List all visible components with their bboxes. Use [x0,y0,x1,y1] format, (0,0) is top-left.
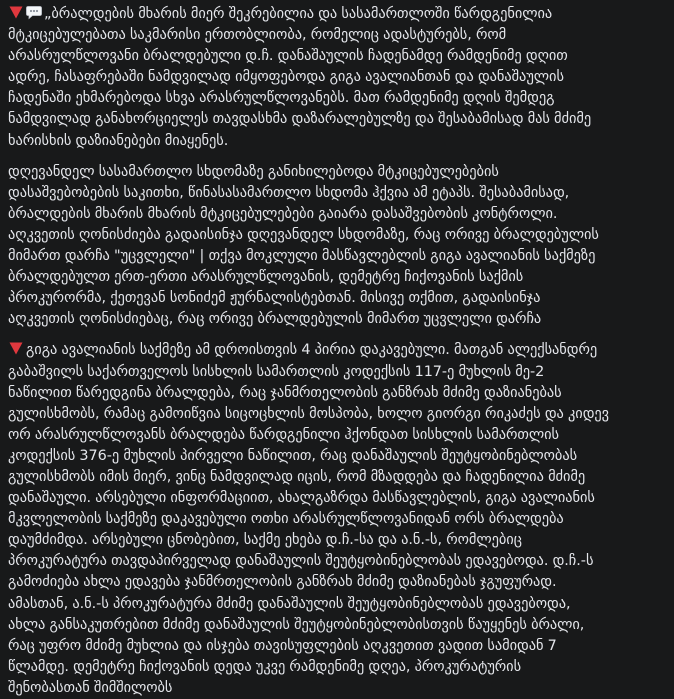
red-triangle-down-icon [8,340,24,356]
red-triangle-down-icon [8,4,24,20]
speech-balloon-icon [26,4,42,20]
post-paragraph [8,162,670,331]
paragraph-text: „ბრალდების მხარის მიერ შეკრებილია და სასამართლოში წარდგენილია მტკიცებულებათა საკმარისი ერთობლიობა, რომელიც ადასტურებს, რომ არასრულწლოვანი ბრალდებული დ.ჩ. დანაშაულის ჩადენამდე რამდენიმე დღით ადრე, ჩასაფრებაში ნამდვილად იმყოფებოდა გიგა ავალიანთან და დანაშაულის ჩადენაში ეხმარებოდა სხვა არასრულწლოვანებს. მათ რამდენიმე დღის შემდეგ ნამდვილად განახორციელეს თავდასხმა დაზარალებულზე და შესაბამისად მას მძიმე ხარისხის დაზიანებები მიაყენეს. [8,6,592,149]
paragraph-text: გიგა ავალიანის საქმეზე ამ დროისთვის 4 პირია დაკავებული. მათგან ალექსანდრე გაბაშვილს საქართველოს სისხლის სამართლის კოდექსის 117-ე მუხლის მე-2 ნაწილით წარედგინა ბრალდება, რაც ჯანმრთელობის განზრახ მძიმე დაზიანებას გულისხმობს, რამაც გამოიწვია სიცოცხლის მოსპობა, ხოლო გიორგი რიკაძეს და კიდევ ორ არასრულწლოვანს ბრალდება წარდგენილი ჰქონდათ სისხლის სამართლის კოდექსის 376-ე მუხლის პირველი ნაწილით, რაც დანაშაულის შეუტყობინებლობას გულისხმობს იმის მიერ, ვინც ნამდვილად იცის, რომ მზადდება და ჩადენილია მძიმე დანაშაული. არსებული ინფორმაციით, ახალგაზრდა მასწავლებლის, გიგა ავალიანის მკვლელობის საქმეზე დაკავებული ოთხი არასრულწლოვანიდან ორს ბრალდება დაუმძიმდა. არსებული ცნობებით, საქმე ეხება დ.ჩ.-სა და ა.ნ.-ს, რომლებიც პროკურატურა თავდაპირველად დანაშაულის შეუტყობინებლობას ედავებოდა. დ.ჩ.-ს გამოძიება ახლა ედავება ჯანმრთელობის განზრახ მძიმე დაზიანებას ჯგუფურად. ამასთან, ა.ნ.-ს პროკურატურა მძიმე დანაშაულის შეუტყობინებლობას ედავებოდა, ახლა განსაკუთრებით მძიმე დანაშაულის შეუტყობინებლობისთვის წაუყენეს ბრალი, რაც უფრო მძიმე მუხლია და ისჯება თავისუფლების აღკვეთით ვადით სამიდან 7 წლამდე. დემეტრე ჩიქოვანის დედა უკვე რამდენიმე დღეა, პროკურატურის შენობასთან შიმშილობს [8,342,610,696]
paragraph-text: დღევანდელ სასამართლო სხდომაზე განიხილებოდა მტკიცებულებების დასაშვებობების საკითხი, წინასასამართლო სხდომა ჰქვია ამ ეტაპს. შესაბამისად, ბრალდების მხარის მხარის მტკიცებულებები გაიარა დასაშვებობის კონტროლი. აღკვეთის ღონისძიება გადაისინჯა დღევანდელ სხდომაზე, რაც ორივე ბრალდებულის მიმართ დარჩა "უცვლელი" | თქვა მოკლული მასწავლებლის გიგა ავალიანის საქმეზე ბრალდებულთ ერთ-ერთი არასრულწლოვანის, დემეტრე ჩიქოვანის საქმის პროკურორმა, ქეთევან სონიძემ ჟურნალისტებთან. მისივე თქმით, გადაისინჯა აღკვეთის ღონისძიებაც, რაც ორივე ბრალდებულის მიმართ უცვლელი დარჩა [8,163,599,328]
post-paragraph [8,340,670,699]
post-paragraph [8,0,670,152]
